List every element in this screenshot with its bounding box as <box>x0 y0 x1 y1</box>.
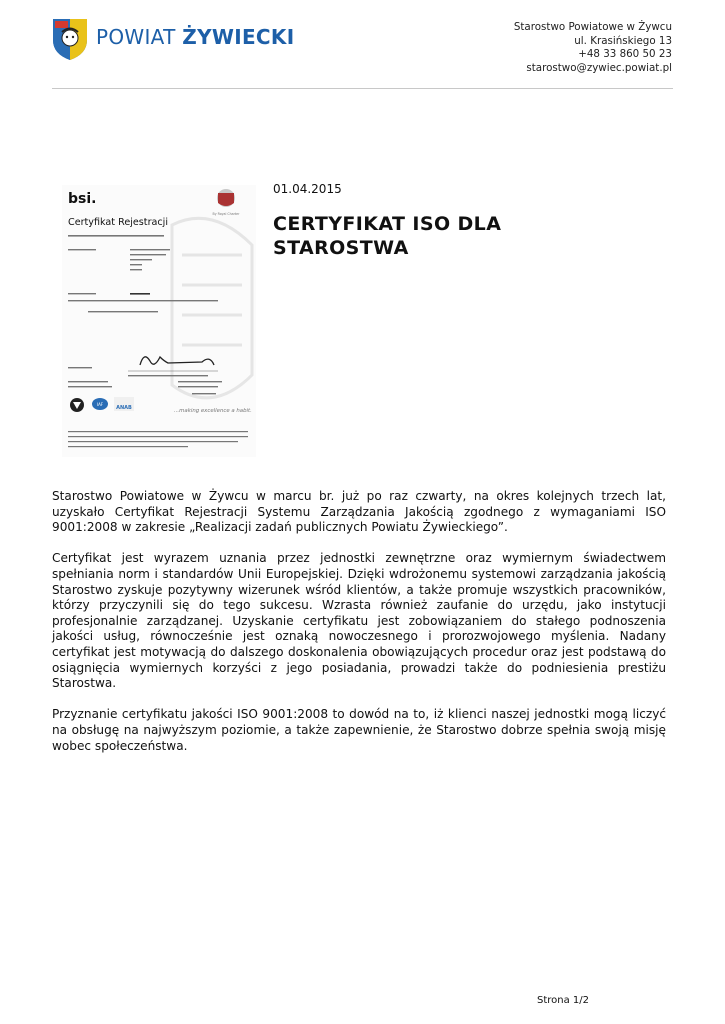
article-date: 01.04.2015 <box>273 182 342 196</box>
cert-tagline: ...making excellence a habit. <box>174 408 252 414</box>
certificate-image <box>62 185 256 457</box>
paragraph: Starostwo Powiatowe w Żywcu w marcu br. już po raz czwarty, na okres kolejnych trzech lat, uzyskało Certyfikat Rejestracji Systemu Zarządzania Jakością zgodnego z wymaganiami ISO 9001:2008 w zakresie „Realizacji zadań publicznych Powiatu Żywieckiego”. <box>52 489 666 535</box>
article-body <box>52 489 666 770</box>
paragraph: Przyznanie certyfikatu jakości ISO 9001:2008 to dowód na to, iż klienci naszej jednostki mogą liczyć na obsługę na najwyższym poziomie, a także zapewnienie, że Starostwo dobrze spełnia swoją misję wobec społeczeństwa. <box>52 707 666 753</box>
cert-brand: bsi. <box>68 191 97 207</box>
header-divider <box>52 88 673 89</box>
contact-email: starostwo@zywiec.powiat.pl <box>526 61 672 74</box>
logo-wordmark <box>96 25 294 49</box>
cert-heading: Certyfikat Rejestracji <box>68 217 168 228</box>
coat-of-arms-icon <box>50 16 90 62</box>
logo-text-thin: POWIAT <box>96 25 183 49</box>
contact-address: ul. Krasińskiego 13 <box>574 34 672 47</box>
article-title: CERTYFIKAT ISO DLA STAROSTWA <box>273 213 502 259</box>
certificate-scan <box>62 185 256 457</box>
powiat-zywiecki-logo <box>50 16 295 62</box>
cert-badge-iaf: IAF <box>96 402 104 407</box>
page-number: Strona 1/2 <box>537 995 590 1006</box>
contact-block <box>514 21 672 75</box>
contact-office: Starostwo Powiatowe w Żywcu <box>513 21 672 33</box>
paragraph: Certyfikat jest wyrazem uznania przez jednostki zewnętrzne oraz wymiernym świadectwem spełniania norm i standardów Unii Europejskiej. Dzięki wdrożonemu systemowi zarządzania jakością Starostwo zyskuje pozytywny wizerunek wśród klientów, a także promuje wszystkich pracowników, którzy przyczynili się do tego sukcesu. Wzrasta również zaufanie do urzędu, jako instytucji profesjonalnie zarządzanej. Uzyskanie certyfikatu jest zobowiązaniem do stałego podnoszenia jakości usług, równocześnie jest oznaką nowoczesnego i prorozwojowego myślenia. Nadany certyfikat jest motywacją do dalszego doskonalenia obowiązujących procedur oraz jest podstawą do osiągnięcia wymiernych korzyści z jego posiadania, prowadzi także do podniesienia prestiżu Starostwa. <box>52 551 666 691</box>
logo-text-bold: ŻYWIECKI <box>182 25 295 49</box>
svg-text:By Royal Charter: By Royal Charter <box>212 212 240 216</box>
contact-phone: +48 33 860 50 23 <box>578 48 672 61</box>
cert-badge-anab: ANAB <box>116 405 132 411</box>
